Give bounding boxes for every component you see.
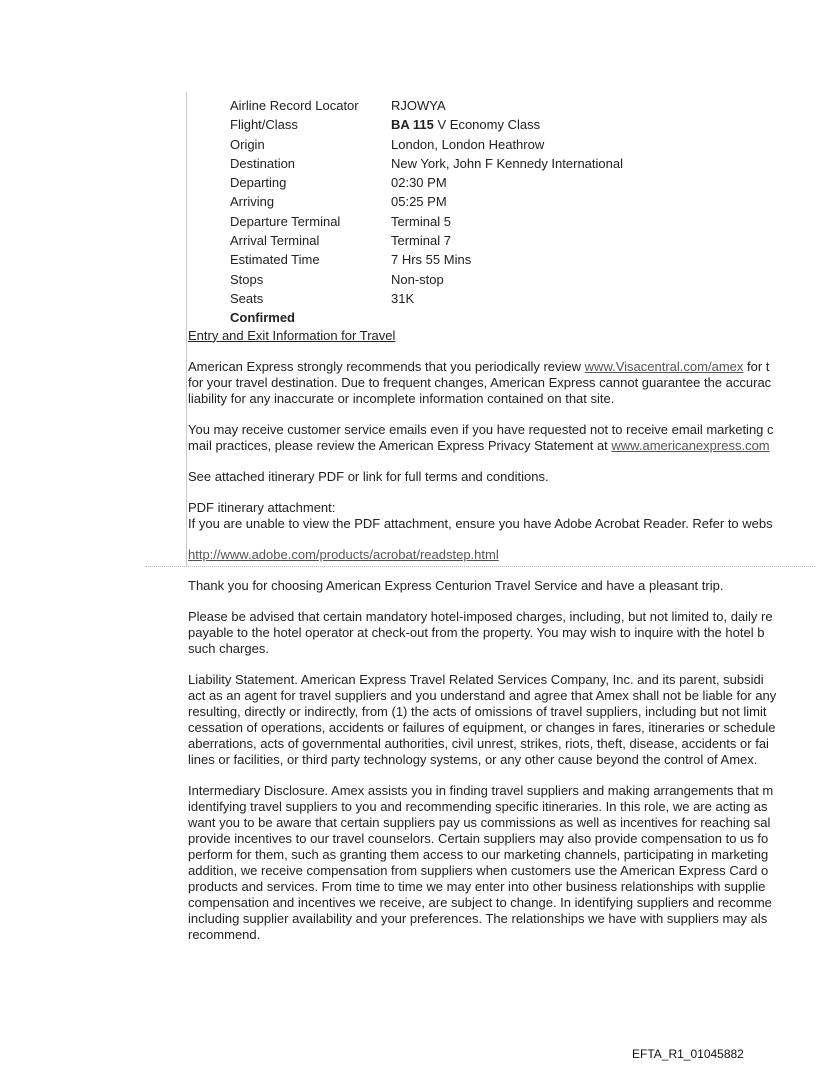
detail-value: Terminal 7 (391, 233, 451, 249)
detail-value: 7 Hrs 55 Mins (391, 252, 472, 268)
email-body (188, 96, 816, 943)
detail-value: London, London Heathrow (391, 136, 545, 152)
document-id: EFTA_R1_01045882 (632, 1047, 744, 1061)
visacentral-link[interactable]: www.Visacentral.com/amex (584, 358, 744, 374)
detail-label: Estimated Time (230, 252, 320, 268)
visa-paragraph: American Express strongly recommends that you periodically review www.Visacentral.com/amex for t for your travel destination. Due to frequent changes, American Express cannot guarantee the accurac liability for any inaccurate or incomplete information contained on that site. (188, 358, 772, 406)
detail-value: RJOWYA (391, 98, 446, 113)
detail-row (230, 289, 623, 308)
entry-exit-info-link[interactable]: Entry and Exit Information for Travel (188, 327, 396, 343)
detail-value: Non-stop (391, 271, 444, 287)
detail-label: Departure Terminal (230, 213, 341, 229)
privacy-paragraph: You may receive customer service emails even if you have requested not to receive email marketing c mail practices, please review the American Express Privacy Statement at www.americanexpress.com (188, 421, 774, 453)
attached-note: See attached itinerary PDF or link for full terms and conditions. (188, 468, 549, 484)
flight-class: V Economy Class (433, 117, 541, 133)
detail-row (230, 212, 623, 231)
booking-status: Confirmed (230, 310, 295, 326)
liability-statement: Liability Statement. American Express Travel Related Services Company, Inc. and its parent, subsidi act as an agent for travel suppliers and you understand and agree that Amex shall not be liable for any resulting, directly or indirectly, from (1) the acts of omissions of travel suppliers, including but not limit cessation of operations, accidents or failures of equipment, or changes in fares, itineraries or schedule aberrations, acts of governmental authorities, civil unrest, strikes, riots, theft, disease, accidents or fai lines or facilities, or third party technology systems, or any other cause beyond the control of Amex. (188, 671, 777, 767)
flight-number: BA 115 (391, 117, 434, 133)
quote-border (186, 92, 187, 566)
detail-value: 02:30 PM (391, 175, 447, 191)
detail-label: Flight/Class (230, 117, 298, 133)
hotel-charges-paragraph: Please be advised that certain mandatory hotel-imposed charges, including, but not limited to, daily re payable to the hotel operator at check-out from the property. You may wish to inquire with the hotel b such charges. (188, 608, 773, 656)
detail-label: Departing (230, 175, 287, 191)
adobe-reader-link[interactable]: http://www.adobe.com/products/acrobat/readstep.html (188, 546, 499, 562)
detail-label: Airline Record Locator (230, 98, 359, 113)
detail-row (230, 96, 623, 115)
flight-details-table (230, 96, 623, 328)
detail-label: Arrival Terminal (230, 233, 320, 249)
detail-row (230, 154, 623, 173)
thanks-message: Thank you for choosing American Express Centurion Travel Service and have a pleasant trip. (188, 577, 724, 593)
detail-row (230, 173, 623, 192)
detail-row (230, 308, 623, 327)
detail-value: 31K (391, 290, 415, 306)
detail-value: Terminal 5 (391, 213, 451, 229)
detail-value: New York, John F Kennedy International (391, 155, 623, 171)
detail-label: Destination (230, 155, 296, 171)
detail-label: Seats (230, 290, 264, 306)
pdf-paragraph: PDF itinerary attachment: If you are unable to view the PDF attachment, ensure you have Adobe Acrobat Reader. Refer to webs (188, 499, 773, 531)
detail-value: 05:25 PM (391, 194, 447, 210)
detail-row (230, 192, 623, 211)
intermediary-disclosure: Intermediary Disclosure. Amex assists you in finding travel suppliers and making arrangements that m identifying travel suppliers to you and recommending specific itineraries. In this role, we are acting as want you to be aware that certain suppliers pay us commissions as well as incentives for reaching sal provide incentives to our travel counselors. Certain suppliers may also provide compensation to us fo perform for them, such as granting them access to our marketing channels, participating in marketing addition, we receive compensation from suppliers when customers use the American Express Card o products and services. From time to time we may enter into other business relationships with supplie compensation and incentives we receive, are subject to change. In identifying suppliers and recomme including supplier availability and your preferences. The relationships we have with suppliers may als recommend. (188, 782, 774, 942)
detail-row (230, 250, 623, 269)
detail-row (230, 135, 623, 154)
detail-label: Stops (230, 271, 264, 287)
detail-row (230, 115, 623, 134)
detail-row (230, 231, 623, 250)
detail-label: Origin (230, 136, 265, 152)
detail-label: Arriving (230, 194, 275, 210)
detail-row (230, 270, 623, 289)
detail-value (391, 115, 623, 134)
americanexpress-link[interactable]: www.americanexpress.com (611, 437, 770, 453)
